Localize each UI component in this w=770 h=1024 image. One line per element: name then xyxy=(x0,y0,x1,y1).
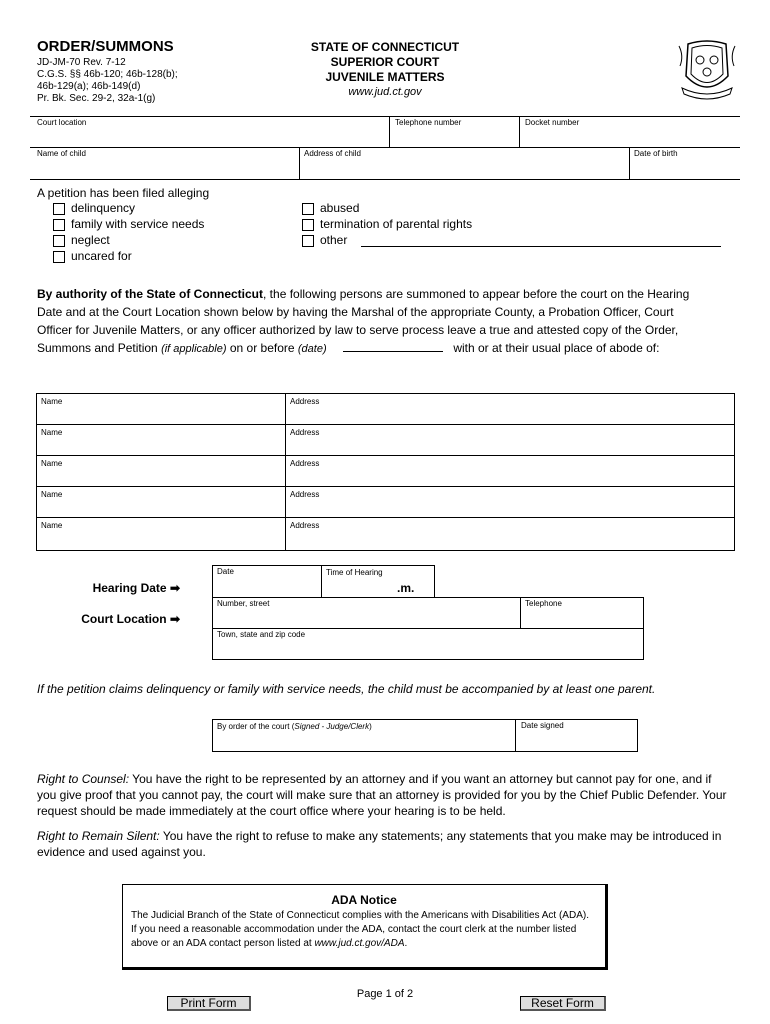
person-5-address-label: Address xyxy=(290,521,320,530)
option-neglect: neglect xyxy=(71,233,110,247)
checkbox-family-service[interactable] xyxy=(53,219,65,231)
option-other: other xyxy=(320,233,348,247)
arrow-right-icon: ➡ xyxy=(169,612,180,626)
ada-link[interactable]: www.jud.ct.gov/ADA xyxy=(314,938,405,949)
right-to-counsel xyxy=(37,771,727,819)
court-telephone-field[interactable] xyxy=(523,609,641,626)
child-address-field[interactable] xyxy=(302,158,627,177)
person-2-name-label: Name xyxy=(41,428,63,437)
ada-title: ADA Notice xyxy=(331,893,397,907)
person-5-name-label: Name xyxy=(41,521,63,530)
date-signed-field[interactable] xyxy=(518,733,635,750)
by-order-label xyxy=(217,722,372,731)
authority-lead: By authority of the State of Connecticut xyxy=(37,287,264,301)
option-delinquency: delinquency xyxy=(71,201,136,215)
silent-text: You have the right to refuse to make any statements; any statements that you make may be introduced in evidence and used against you. xyxy=(37,829,722,859)
state-name: STATE OF CONNECTICUT xyxy=(310,40,460,54)
person-4-name-label: Name xyxy=(41,490,63,499)
print-form-button[interactable]: Print Form xyxy=(167,996,251,1011)
option-abused: abused xyxy=(320,201,360,215)
persons-table xyxy=(36,393,735,551)
arrow-right-icon: ➡ xyxy=(169,581,180,595)
person-4-address-label: Address xyxy=(290,490,320,499)
dob-label: Date of birth xyxy=(634,149,678,158)
telephone-field[interactable] xyxy=(392,127,517,145)
form-meta xyxy=(37,57,178,105)
option-termination: termination of parental rights xyxy=(320,217,473,231)
person-1-name-label: Name xyxy=(41,397,63,406)
by-order-post: ) xyxy=(369,722,372,731)
person-1-address-label: Address xyxy=(290,397,320,406)
docket-label: Docket number xyxy=(525,118,580,127)
town-label: Town, state and zip code xyxy=(217,630,306,639)
counsel-title: Right to Counsel: xyxy=(37,772,130,786)
checkbox-neglect[interactable] xyxy=(53,235,65,247)
telephone-label: Telephone number xyxy=(395,118,462,127)
right-to-silence xyxy=(37,828,727,860)
person-3-name-label: Name xyxy=(41,459,63,468)
street-label: Number, street xyxy=(217,599,270,608)
checkbox-uncared[interactable] xyxy=(53,251,65,263)
court-location-label: Court location xyxy=(37,118,87,127)
am-pm: .m. xyxy=(397,581,415,595)
serve-date-field[interactable] xyxy=(343,339,443,352)
court-location-field[interactable] xyxy=(37,127,387,145)
court-location-section-label xyxy=(10,612,180,626)
dob-field[interactable] xyxy=(632,158,737,177)
statute-line-1: C.G.S. §§ 46b-120; 46b-128(b); xyxy=(37,69,178,80)
person-2-address-label: Address xyxy=(290,428,320,437)
ada-text: The Judicial Branch of the State of Connecticut complies with the Americans with Disabilities Act (ADA). If you need a reasonable accommodation under the ADA, contact the court clerk at the number listed above or an ADA contact person listed at xyxy=(131,910,589,949)
checkbox-termination[interactable] xyxy=(302,219,314,231)
date-hint: (date) xyxy=(297,343,327,355)
option-uncared: uncared for xyxy=(71,249,132,263)
option-family-service: family with service needs xyxy=(71,217,205,231)
statute-line-2: 46b-129(a); 46b-149(d) xyxy=(37,81,141,92)
child-name-field[interactable] xyxy=(37,158,295,177)
date-signed-label: Date signed xyxy=(521,721,564,730)
counsel-text: You have the right to be represented by an attorney and if you want an attorney but cannot pay for one, and if you give proof that you cannot pay, the court will make sure that an attorney is provided for you by the Chief Public Defender. Your request should be made immediately at the court office where your hearing is to be held. xyxy=(37,772,727,818)
page-number: Page 1 of 2 xyxy=(356,988,414,1000)
practice-book: Pr. Bk. Sec. 29-2, 32a-1(g) xyxy=(37,93,156,104)
street-field[interactable] xyxy=(215,609,517,626)
hearing-date-text: Hearing Date xyxy=(92,581,167,595)
on-or-before: on or before xyxy=(226,341,298,355)
state-seal-icon xyxy=(676,36,738,102)
court-location-text: Court Location xyxy=(81,612,167,626)
form-title: ORDER/SUMMONS xyxy=(37,38,174,55)
petition-intro: A petition has been filed alleging xyxy=(37,186,210,200)
rights-section xyxy=(37,771,727,860)
date-label: Date xyxy=(217,567,234,576)
hearing-date-field[interactable] xyxy=(215,577,319,595)
checkbox-other[interactable] xyxy=(302,235,314,247)
other-field[interactable] xyxy=(361,246,721,247)
authority-text-1: , the following persons are summoned to appear before the court on the Hearing Date and at the Court Location shown below by having the Marshal of the appropriate County, a Probation Officer, Court Officer for Juvenile Matters, or any officer authorized by law to serve process leave a true and attested copy of the Order, Summons and Petition xyxy=(37,287,690,355)
authority-text-2: with or at their usual place of abode of: xyxy=(449,341,660,355)
town-field[interactable] xyxy=(215,640,641,658)
by-order-italic: Signed - Judge/Clerk xyxy=(294,722,370,731)
silent-title: Right to Remain Silent: xyxy=(37,829,160,843)
child-address-label: Address of child xyxy=(304,149,361,158)
signature-field[interactable] xyxy=(215,733,512,750)
by-order-pre: By order of the court ( xyxy=(217,722,295,731)
court-heading xyxy=(290,40,480,100)
form-number: JD-JM-70 Rev. 7-12 xyxy=(37,57,126,68)
parent-notice: If the petition claims delinquency or family with service needs, the child must be accompanied by at least one parent. xyxy=(37,682,656,696)
division-name: JUVENILE MATTERS xyxy=(325,70,445,84)
ada-notice xyxy=(122,884,608,970)
docket-field[interactable] xyxy=(522,127,737,145)
court-name: SUPERIOR COURT xyxy=(330,55,440,69)
hearing-time-field[interactable] xyxy=(324,577,394,595)
checkbox-delinquency[interactable] xyxy=(53,203,65,215)
court-telephone-label: Telephone xyxy=(525,599,562,608)
if-applicable: (if applicable) xyxy=(161,343,227,355)
checkbox-abused[interactable] xyxy=(302,203,314,215)
hearing-date-label xyxy=(10,581,180,595)
ada-body xyxy=(131,909,597,951)
ada-end: . xyxy=(404,938,408,949)
person-3-address-label: Address xyxy=(290,459,320,468)
child-name-label: Name of child xyxy=(37,149,86,158)
time-label: Time of Hearing xyxy=(326,568,383,577)
reset-form-button[interactable]: Reset Form xyxy=(520,996,606,1011)
website: www.jud.ct.gov xyxy=(348,86,422,98)
authority-paragraph xyxy=(37,285,697,358)
